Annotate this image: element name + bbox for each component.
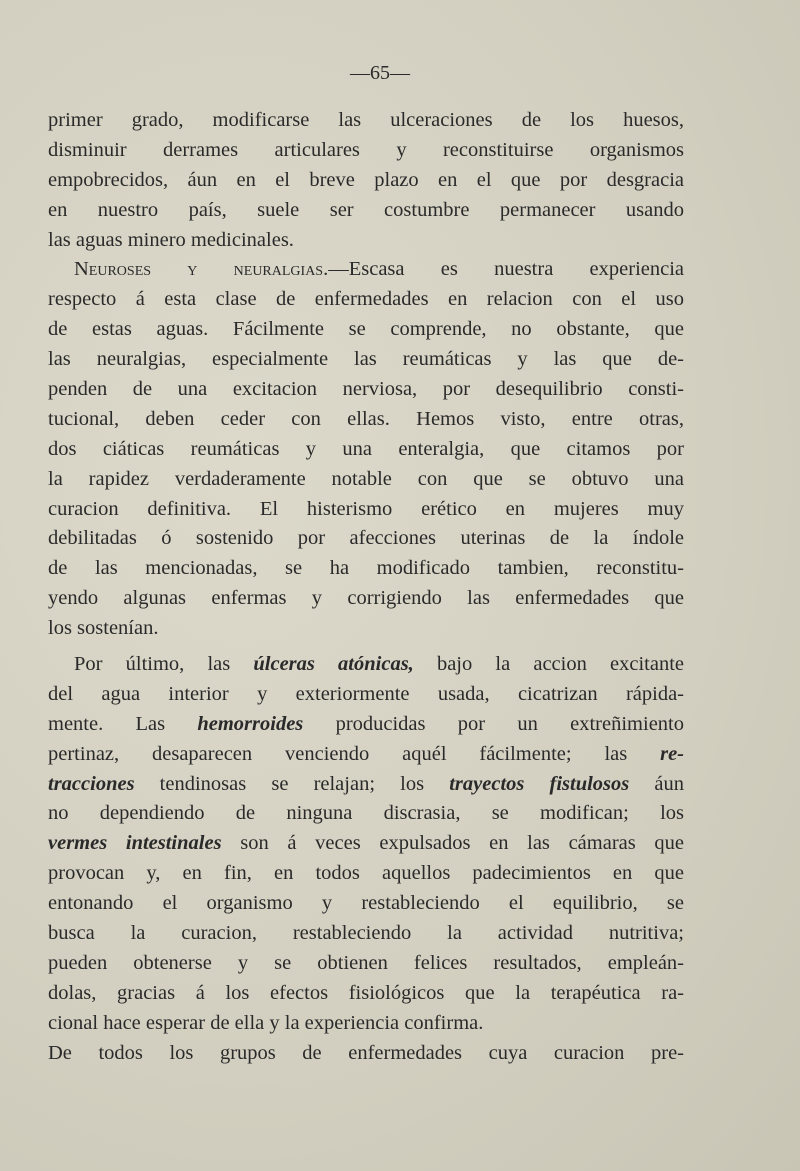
page-number: —65— [350, 62, 410, 84]
text-line [48, 405, 684, 435]
text-segment: De todos los grupos de enfermedades cuya curacion pre- [48, 1041, 684, 1064]
text-line [48, 524, 684, 554]
text-segment: Por último, las [74, 653, 254, 676]
italic-term: re- [660, 742, 684, 765]
text-segment: en nuestro país, suele ser costumbre permanecer usando [48, 198, 684, 221]
text-line [48, 979, 684, 1009]
text-segment: de las mencionadas, se ha modificado tambien, reconstitu- [48, 557, 684, 580]
text-line [48, 889, 684, 919]
text-line [48, 740, 684, 770]
text-line [48, 106, 684, 136]
italic-term: hemorroides [197, 712, 304, 735]
text-line [48, 949, 684, 979]
text-line [48, 435, 684, 465]
text-line [48, 285, 684, 315]
text-segment: los sostenían. [48, 617, 159, 640]
text-line [48, 226, 684, 256]
text-segment: tendinosas se relajan; los [134, 772, 450, 795]
text-line [48, 554, 684, 584]
text-line [48, 584, 684, 614]
text-segment: respecto á esta clase de enfermedades en relacion con el uso [48, 288, 684, 311]
text-segment: dolas, gracias á los efectos fisiológicos que la terapéutica ra- [48, 981, 684, 1004]
text-segment: debilitadas ó sostenido por afecciones uterinas de la índole [48, 527, 684, 550]
text-line [48, 315, 684, 345]
text-segment: pueden obtenerse y se obtienen felices resultados, empleán- [48, 951, 684, 974]
text-segment: son á veces expulsados en las cámaras que [221, 832, 684, 855]
text-segment: disminuir derrames articulares y reconstituirse organismos [48, 138, 684, 161]
text-segment: producidas por un extreñimiento [303, 712, 684, 735]
italic-term: tracciones [48, 772, 135, 795]
text-line [48, 680, 684, 710]
text-segment: busca la curacion, restableciendo la actividad nutritiva; [48, 922, 684, 945]
italic-term: vermes intestinales [48, 832, 222, 855]
text-segment: tucional, deben ceder con ellas. Hemos visto, entre otras, [48, 407, 684, 430]
text-line [48, 166, 684, 196]
text-segment: entonando el organismo y restableciendo el equilibrio, se [48, 892, 684, 915]
text-segment: del agua interior y exteriormente usada, cicatrizan rápida- [48, 682, 684, 705]
text-line [48, 345, 684, 375]
text-segment: —Escasa es nuestra experiencia [328, 258, 685, 281]
text-segment: primer grado, modificarse las ulceraciones de los huesos, [48, 109, 684, 131]
text-line [48, 136, 684, 166]
text-segment: pertinaz, desaparecen venciendo aquél fácilmente; las [48, 742, 661, 765]
text-line [48, 859, 684, 889]
text-segment: de estas aguas. Fácilmente se comprende, no obstante, que [48, 318, 684, 341]
text-line [48, 495, 684, 525]
text-line [48, 255, 684, 285]
italic-term: trayectos fistulosos [449, 772, 630, 795]
text-line [48, 919, 684, 949]
section-heading: Neuroses y neuralgias. [74, 258, 329, 281]
text-segment: cional hace esperar de ella y la experiencia confirma. [48, 1011, 484, 1034]
text-line [48, 375, 684, 405]
text-line [48, 829, 684, 859]
text-line [48, 1039, 684, 1069]
text-segment: las aguas minero medicinales. [48, 228, 294, 251]
body-text [48, 106, 684, 1069]
text-line [48, 710, 684, 740]
text-segment: la rapidez verdaderamente notable con que se obtuvo una [48, 467, 684, 490]
text-segment: empobrecidos, áun en el breve plazo en el que por desgracia [48, 168, 684, 191]
text-segment: no dependiendo de ninguna discrasia, se modifican; los [48, 802, 684, 825]
text-segment: las neuralgias, especialmente las reumáticas y las que de- [48, 348, 684, 371]
text-line [48, 614, 684, 644]
text-segment: provocan y, en fin, en todos aquellos padecimientos en que [48, 862, 684, 885]
text-line [48, 650, 684, 680]
italic-term: úlceras atónicas, [253, 653, 414, 676]
text-line [48, 465, 684, 495]
text-segment: yendo algunas enfermas y corrigiendo las enfermedades que [48, 587, 684, 610]
text-line [48, 1009, 684, 1039]
text-segment: dos ciáticas reumáticas y una enteralgia, que citamos por [48, 437, 684, 460]
text-segment: áun [629, 772, 684, 795]
text-line [48, 799, 684, 829]
text-line [48, 770, 684, 800]
text-segment: mente. Las [48, 712, 198, 735]
text-line [48, 196, 684, 226]
text-segment: bajo la accion excitante [413, 653, 684, 676]
text-segment: curacion definitiva. El histerismo erético en mujeres muy [48, 497, 684, 520]
text-segment: penden de una excitacion nerviosa, por desequilibrio consti- [48, 378, 684, 401]
